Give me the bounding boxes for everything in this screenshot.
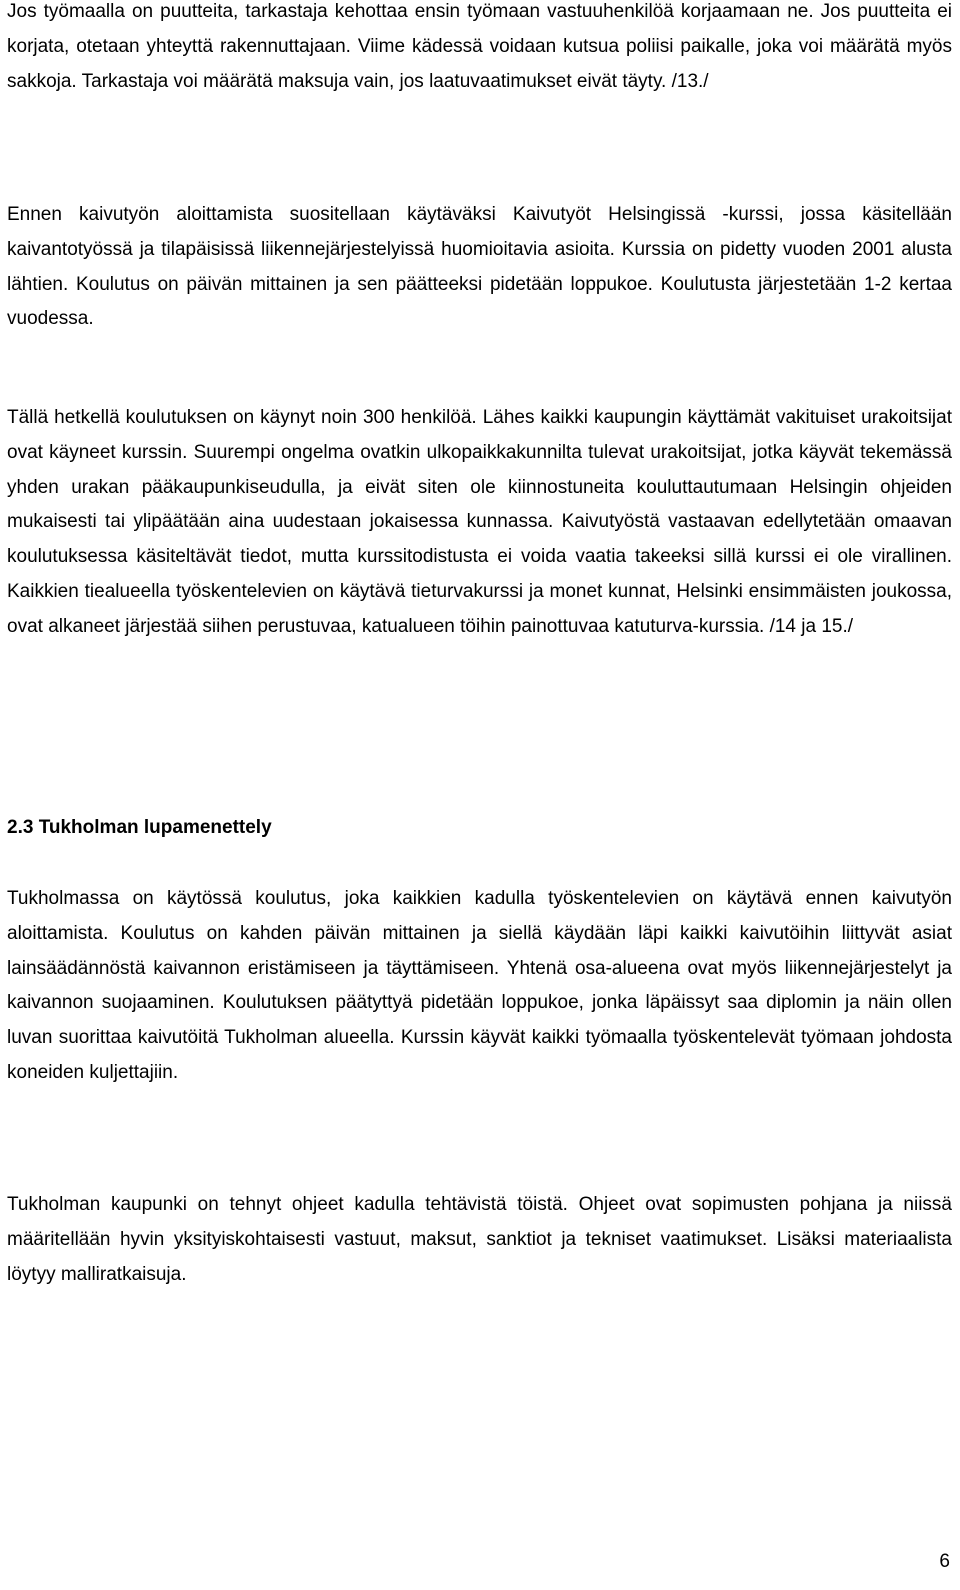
page-number: 6 [939, 1551, 950, 1572]
paragraph-course-participation: Tällä hetkellä koulutuksen on käynyt noin 300 henkilöä. Lähes kaikki kaupungin käyttämät vakituiset urakoitsijat ovat käyneet kurssin. Suurempi ongelma ovatkin ulkopaikkakunnilta tulevat urakoitsijat, jotka käyvät tekemässä yhden urakan pääkaupunkiseudulla, ja eivät siten ole kiinnostuneita kouluttautumaan Helsingin ohjeiden mukaisesti tai ylipäätään aina uudestaan jokaisessa kunnassa. Kaivutyöstä vastaavan edellytetään omaavan koulutuksessa käsiteltävät tiedot, mutta kurssitodistusta ei voida vaatia takeeksi sillä kurssi ei ole virallinen. Kaikkien tiealueella työskentelevien on käytävä tieturvakurssi ja monet kunnat, Helsinki ensimmäisten joukossa, ovat alkaneet järjestää siihen perustuvaa, katualueen töihin painottuvaa katuturva-kurssia. /14 ja 15./ [7, 407, 952, 637]
paragraph-stockholm-guidelines: Tukholman kaupunki on tehnyt ohjeet kadulla tehtävistä töistä. Ohjeet ovat sopimusten pohjana ja niissä määritellään hyvin yksityiskohtaisesti vastuut, maksut, sanktiot ja tekniset vaatimukset. Lisäksi materiaalista löytyy malliratkaisuja. [7, 1194, 952, 1285]
paragraph-inspection: Jos työmaalla on puutteita, tarkastaja kehottaa ensin työmaan vastuuhenkilöä korjaamaan ne. Jos puutteita ei korjata, otetaan yhteyttä rakennuttajaan. Viime kädessä voidaan kutsua poliisi paikalle, joka voi määrätä myös sakkoja. Tarkastaja voi määrätä maksuja vain, jos laatuvaatimukset eivät täyty. /13./ [7, 1, 952, 92]
section-heading: 2.3 Tukholman lupamenettely [7, 817, 272, 838]
paragraph-stockholm-training: Tukholmassa on käytössä koulutus, joka kaikkien kadulla työskentelevien on käytävä ennen kaivutyön aloittamista. Koulutus on kahden päivän mittainen ja siellä käydään läpi kaikki kaivutöihin liittyvät asiat lainsäädännöstä kaivannon eristämiseen ja täyttämiseen. Yhtenä osa-alueena ovat myös liikennejärjestelyt ja kaivannon suojaaminen. Koulutuksen päätyttyä pidetään loppukoe, jonka läpäissyt saa diplomin ja näin ollen luvan suorittaa kaivutöitä Tukholman alueella. Kurssin käyvät kaikki työmaalla työskentelevät työmaan johdosta koneiden kuljettajiin. [7, 888, 952, 1083]
paragraph-course-intro: Ennen kaivutyön aloittamista suositellaan käytäväksi Kaivutyöt Helsingissä -kurssi, jossa käsitellään kaivantotyössä ja tilapäisissä liikennejärjestelyissä huomioitavia asioita. Kurssia on pidetty vuoden 2001 alusta lähtien. Koulutus on päivän mittainen ja sen päätteeksi pidetään loppukoe. Koulutusta järjestetään 1-2 kertaa vuodessa. [7, 204, 952, 330]
